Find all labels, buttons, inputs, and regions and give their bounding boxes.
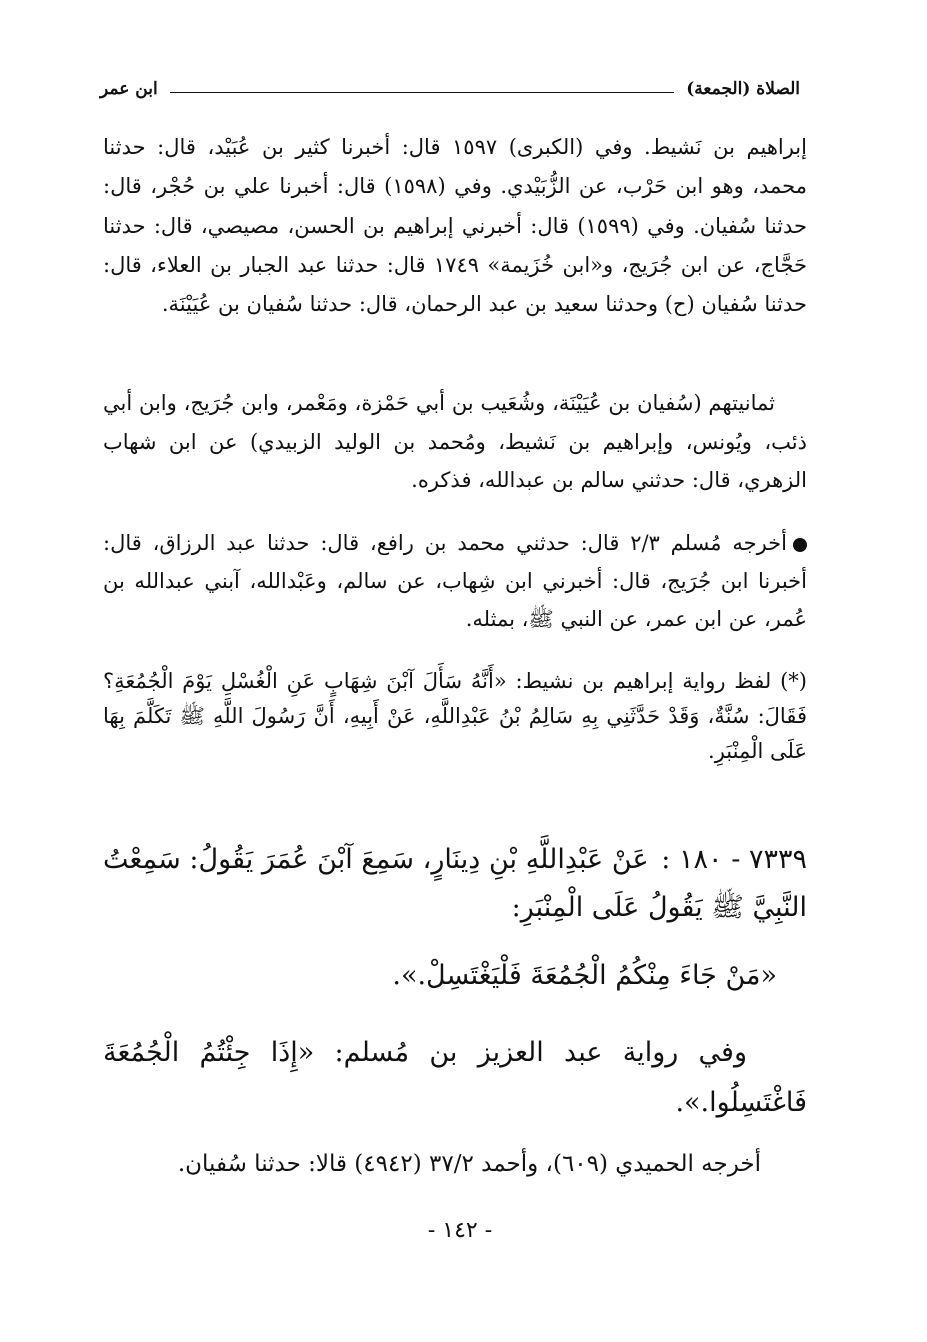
running-header xyxy=(100,72,800,106)
variant-text: وفي رواية عبد العزيز بن مُسلم: «إِذَا جِئْتُمُ الْجُمُعَةَ فَاغْتَسِلُوا.». xyxy=(103,1037,807,1118)
page-number: - ١٤٢ - xyxy=(427,1218,493,1243)
header-section-title: الصلاة (الجمعة) xyxy=(686,79,800,99)
hadith-number: ٧٣٣٩ - ١٨٠ : xyxy=(661,844,807,875)
source-text: أخرجه الحميدي (٦٠٩)، وأحمد ٣٧/٢ (٤٩٤٢) قالا: حدثنا سُفيان. xyxy=(177,1151,761,1177)
hadith-text: عَنْ عَبْدِاللَّهِ بْنِ دِينَارٍ، سَمِعَ آبْنَ عُمَرَ يَقُولُ: سَمِعْتُ النَّبِيَّ ﷺ يَقُولُ عَلَى الْمِنْبَرِ: xyxy=(103,844,807,923)
header-narrator: ابن عمر xyxy=(100,79,158,99)
note-paragraph xyxy=(103,664,807,769)
hadith-quote-block xyxy=(103,952,807,1000)
bullet-icon xyxy=(793,538,807,552)
variant-block xyxy=(103,1028,807,1128)
header-rule xyxy=(170,92,675,93)
paragraph-text: (*) لفظ رواية إبراهيم بن نشيط: «أَنَّهُ سَأَلَ آبْنَ شِهَابٍ عَنِ الْغُسْلِ يَوْمَ الْجُمُعَةِ؟ فَقَالَ: سُنَّةٌ، وَقَدْ حَدَّثَنِي بِهِ سَالِمُ بْنُ عَبْدِاللَّهِ، عَنْ أَبِيهِ، أَنَّ رَسُولَ اللَّهِ ﷺ تَكَلَّمَ بِهَا عَلَى الْمِنْبَرِ. xyxy=(103,669,807,763)
paragraph-text: إبراهيم بن نَشيط. وفي (الكبرى) ١٥٩٧ قال: أخبرنا كثير بن عُبَيْد، قال: حدثنا محمد، وهو ابن حَرْب، عن الزُّبَيْدي. وفي (١٥٩٨) قال: أخبرنا علي بن حُجْر، قال: حدثنا سُفيان. وفي (١٥٩٩) قال: أخبرني إبراهيم بن الحسن، مصيصي، قال: حدثنا حَجَّاج، عن ابن جُرَيج، و«ابن خُزَيمة» ١٧٤٩ قال: حدثنا عبد الجبار بن العلاء، قال: حدثنا سُفيان (ح) وحدثنا سعيد بن عبد الرحمان، قال: حدثنا سُفيان بن عُيَيْنَة. xyxy=(103,135,808,317)
hadith-quote: «مَنْ جَاءَ مِنْكُمُ الْجُمُعَةَ فَلْيَغْتَسِلْ.». xyxy=(392,960,777,991)
takhrij-paragraph xyxy=(103,524,807,638)
source-block xyxy=(103,1144,807,1184)
hadith-block xyxy=(103,836,807,932)
chain-paragraph-1 xyxy=(103,128,807,324)
paragraph-text: أخرجه مُسلم ٢/٣ قال: حدثني محمد بن رافع، قال: حدثنا عبد الرزاق، قال: أخبرنا ابن جُرَيج، قال: أخبرني ابن شِهاب، عن سالم، وعَبْدالله، آبني عبدالله بن عُمر، عن ابن عمر، عن النبي ﷺ، بمثله. xyxy=(103,531,807,631)
paragraph-text: ثمانيتهم (سُفيان بن عُيَيْنَة، وشُعَيب بن أبي حَمْزة، ومَعْمر، وابن جُرَيج، وابن أبي ذئب، ويُونس، وإبراهيم بن نَشيط، ومُحمد بن الوليد الزبيدي) عن ابن شهاب الزهري، قال: حدثني سالم بن عبدالله، فذكره. xyxy=(103,391,807,492)
chain-paragraph-2 xyxy=(103,384,807,500)
